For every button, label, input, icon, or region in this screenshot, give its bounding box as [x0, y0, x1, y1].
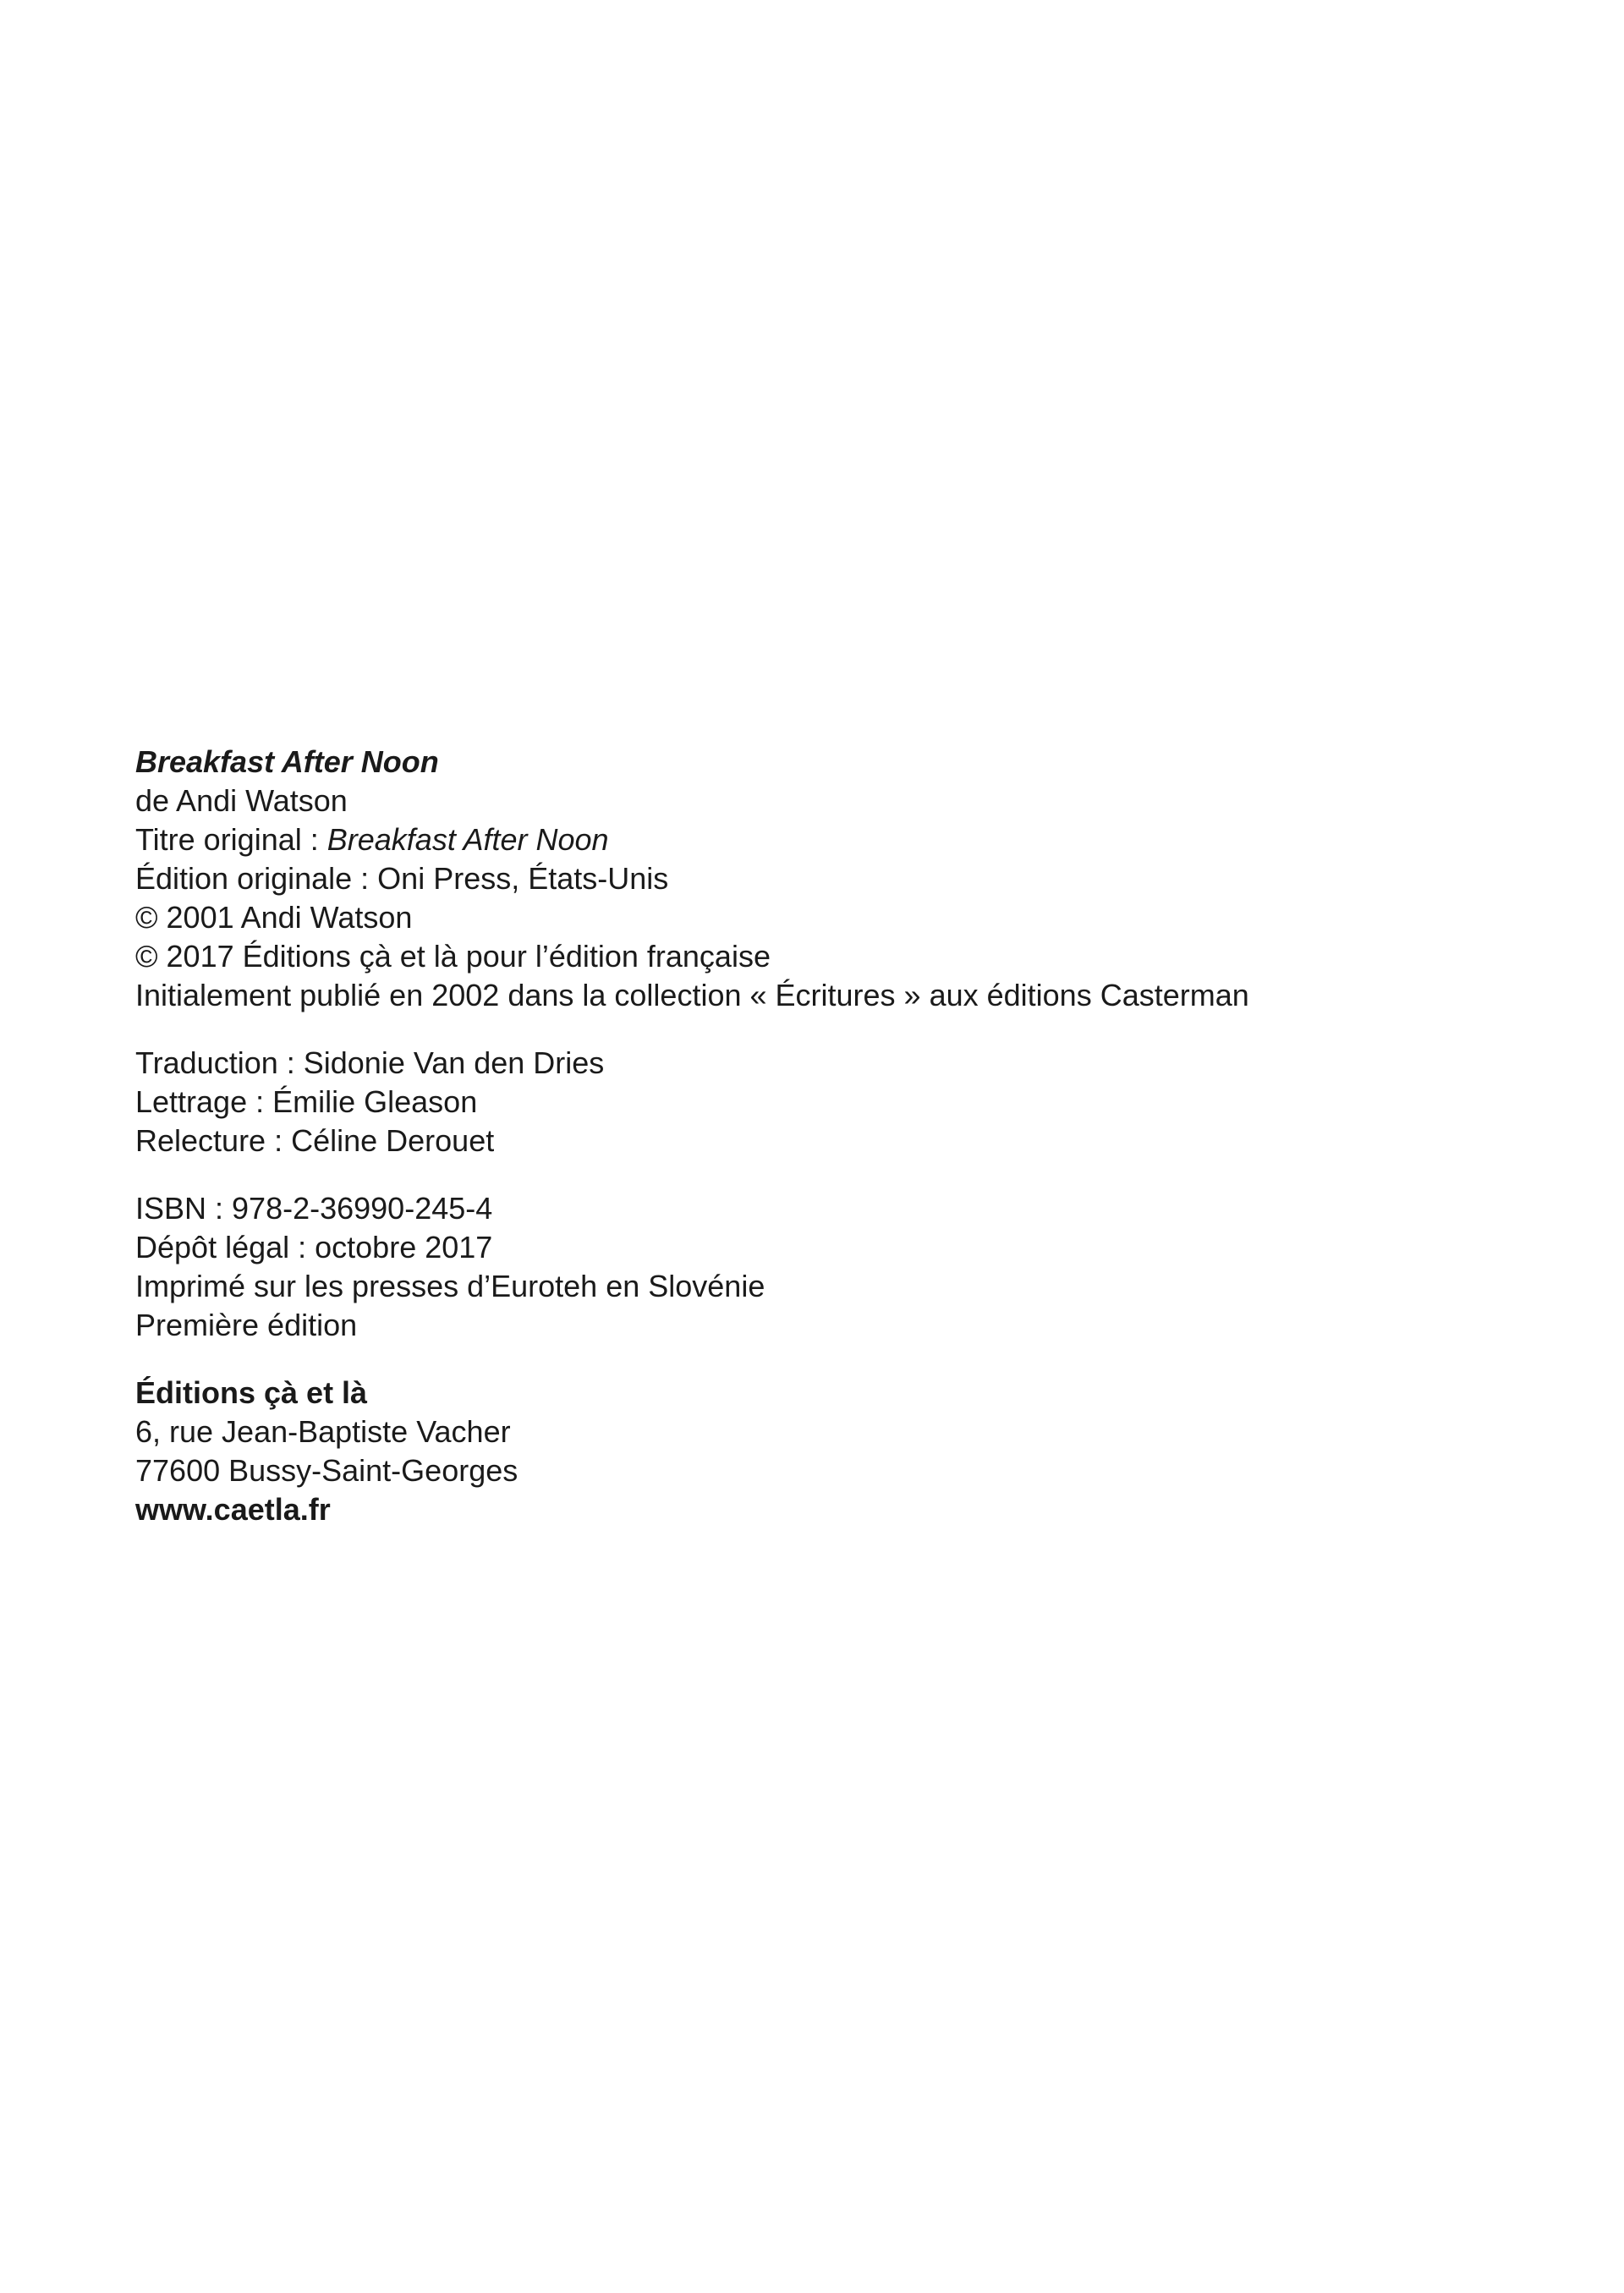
legal-deposit-line: Dépôt légal : octobre 2017: [135, 1230, 493, 1264]
print-block: [135, 1189, 1489, 1345]
isbn-line: ISBN : 978-2-36990-245-4: [135, 1191, 493, 1226]
translation-line: Traduction : Sidonie Van den Dries: [135, 1045, 605, 1080]
copyright-french-line: © 2017 Éditions çà et là pour l’édition française: [135, 939, 771, 974]
publisher-city: 77600 Bussy-Saint-Georges: [135, 1453, 518, 1488]
publisher-website: www.caetla.fr: [135, 1492, 331, 1527]
lettering-line: Lettrage : Émilie Gleason: [135, 1084, 478, 1119]
publisher-street: 6, rue Jean-Baptiste Vacher: [135, 1414, 511, 1449]
book-title: Breakfast After Noon: [135, 744, 439, 779]
copyright-original-line: © 2001 Andi Watson: [135, 900, 413, 935]
publisher-block: [135, 1374, 1489, 1529]
original-title-value: Breakfast After Noon: [326, 822, 609, 857]
credits-block: [135, 743, 1489, 1015]
author-line: de Andi Watson: [135, 783, 348, 818]
printer-line: Imprimé sur les presses d’Euroteh en Slovénie: [135, 1269, 765, 1303]
publisher-name: Éditions çà et là: [135, 1375, 368, 1410]
colophon: [135, 743, 1489, 1529]
first-published-line: Initialement publié en 2002 dans la collection « Écritures » aux éditions Casterman: [135, 978, 1249, 1012]
staff-block: [135, 1044, 1489, 1160]
proofreading-line: Relecture : Céline Derouet: [135, 1123, 495, 1158]
edition-line: Première édition: [135, 1308, 358, 1342]
original-edition-line: Édition originale : Oni Press, États-Unis: [135, 861, 669, 896]
original-title-line: [135, 820, 1489, 859]
original-title-label: Titre original :: [135, 822, 327, 857]
